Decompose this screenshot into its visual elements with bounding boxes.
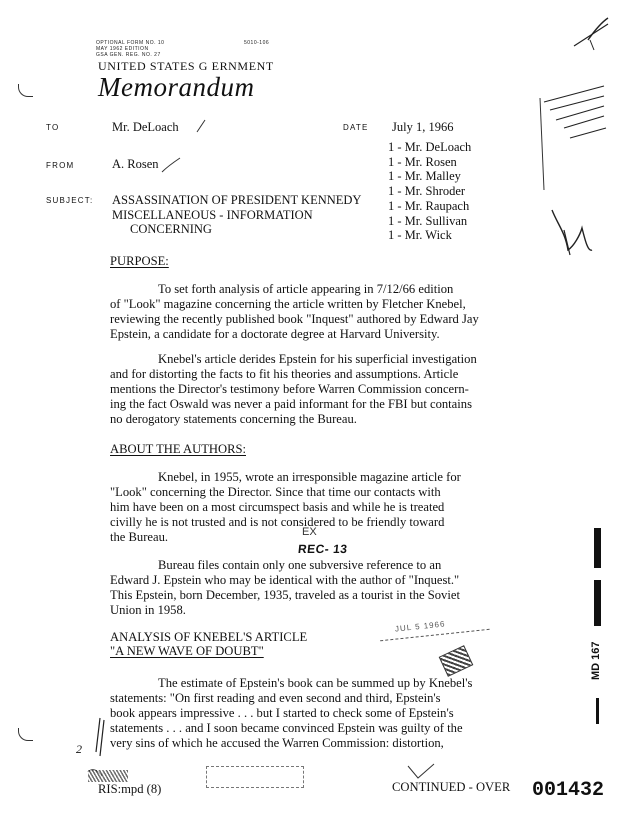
date-value: July 1, 1966 [392, 120, 454, 134]
typist-initials: RIS:mpd (8) [98, 782, 162, 796]
cc-item: 1 - Mr. Raupach [388, 198, 470, 213]
stamp-date-text: JUL 5 1966 [394, 619, 446, 634]
purpose-paragraph [110, 282, 590, 342]
continued-over: CONTINUED - OVER [392, 780, 511, 794]
cc-list [388, 140, 471, 243]
subject-line-2: MISCELLANEOUS - INFORMATION [112, 208, 313, 222]
bureau-paragraph [110, 558, 590, 618]
side-bar-top [594, 528, 601, 568]
paragraph-line: of "Look" magazine concerning the article written by Fletcher Knebel, [110, 297, 466, 311]
form-number-line-3: GSA GEN. REG. NO. 27 [96, 52, 161, 58]
bottom-check-mark [406, 762, 436, 782]
paragraph-line: Edward J. Epstein who may be identical with the author of "Inquest." [110, 573, 460, 587]
paragraph-line: Union in 1958. [110, 603, 186, 617]
agency-header: UNITED STATES G ERNMENT [98, 59, 274, 73]
cc-item: 1 - Mr. DeLoach [388, 140, 472, 154]
form-code: 5010-106 [244, 40, 270, 46]
cc-item: 1 - Mr. Sullivan [388, 213, 468, 228]
date-label: DATE [343, 123, 369, 132]
paragraph-line: Knebel, in 1955, wrote an irresponsible magazine article for [158, 470, 461, 484]
paragraph-line: statements . . . and I soon became convinced Epstein was guilty of the [110, 721, 463, 735]
ex-stamp: EX [302, 526, 317, 538]
paragraph-line: no derogatory statements concerning the Bureau. [110, 412, 357, 426]
document-title: Memorandum [98, 72, 255, 102]
paragraph-line: Epstein, a candidate for a doctorate degree at Harvard University. [110, 327, 440, 341]
from-label: FROM [46, 161, 75, 170]
subject-line-3: CONCERNING [130, 222, 212, 236]
paragraph-line: reviewing the recently published book "Inquest" authored by Edward Jay [110, 312, 479, 326]
estimate-paragraph [110, 676, 590, 751]
form-number-line-1: OPTIONAL FORM NO. 10 [96, 40, 165, 46]
pen-mark-from [160, 154, 184, 178]
knebel-paragraph [110, 352, 590, 427]
paragraph-line: very sins of which he accused the Warren Commission: distortion, [110, 736, 444, 750]
paragraph-line: mentions the Director's testimony before Warren Commission concern- [110, 382, 469, 396]
analysis-heading-line-2: "A NEW WAVE OF DOUBT" [110, 644, 264, 658]
cc-item: 1 - Mr. Shroder [388, 184, 466, 199]
paragraph-line: book appears impressive . . . but I started to check some of Epstein's [110, 706, 454, 720]
cc-item: 1 - Mr. Wick [388, 228, 452, 243]
annotation-number: 2 [76, 742, 82, 756]
paragraph-line: To set forth analysis of article appearing in 7/12/66 edition [158, 282, 454, 296]
side-label: MD 167 [590, 641, 602, 680]
paragraph-line: This Epstein, born December, 1935, traveled as a tourist in the Soviet [110, 588, 460, 602]
from-value: A. Rosen [112, 157, 159, 171]
purpose-heading: PURPOSE: [110, 254, 169, 268]
paragraph-line: "Look" concerning the Director. Since that time our contacts with [110, 485, 441, 499]
margin-mark-bottom [18, 728, 33, 741]
side-bar-mid [594, 580, 601, 626]
side-bar-bottom [596, 698, 599, 724]
to-label: TO [46, 123, 60, 132]
subject-line-1: ASSASSINATION OF PRESIDENT KENNEDY [112, 193, 362, 207]
paragraph-line: statements: "On first reading and even second and third, Epstein's [110, 691, 441, 705]
bottom-smudge [88, 770, 128, 782]
bottom-box [206, 766, 304, 788]
rec-stamp: REC- 13 [297, 542, 349, 556]
paragraph-line: and for distorting the facts to fit his theories and assumptions. Article [110, 367, 459, 381]
handwritten-marks [470, 10, 630, 280]
paragraph-line: the Bureau. [110, 530, 169, 544]
subject-label: SUBJECT: [46, 196, 94, 205]
analysis-heading-line-1: ANALYSIS OF KNEBEL'S ARTICLE [110, 630, 308, 644]
to-value: Mr. DeLoach [112, 120, 179, 134]
cc-item: 1 - Mr. Rosen [388, 154, 457, 169]
pen-mark-to [195, 118, 209, 134]
paragraph-line: him have been on a most circumspect basis and while he is treated [110, 500, 445, 514]
authors-paragraph [110, 470, 590, 545]
paragraph-line: Knebel's article derides Epstein for his superficial investigation [158, 352, 477, 366]
margin-mark-top [18, 84, 33, 97]
paragraph-line: The estimate of Epstein's book can be summed up by Knebel's [158, 676, 473, 690]
cc-item: 1 - Mr. Malley [388, 169, 461, 184]
form-number-line-2: MAY 1962 EDITION [96, 46, 149, 52]
paragraph-line: Bureau files contain only one subversive reference to an [158, 558, 442, 572]
authors-heading: ABOUT THE AUTHORS: [110, 442, 246, 456]
document-number: 001432 [532, 779, 605, 802]
paragraph-line: ing the fact Oswald was never a paid informant for the FBI but contains [110, 397, 472, 411]
paragraph-line: civilly he is not trusted and is not considered to be friendly toward [110, 515, 445, 529]
